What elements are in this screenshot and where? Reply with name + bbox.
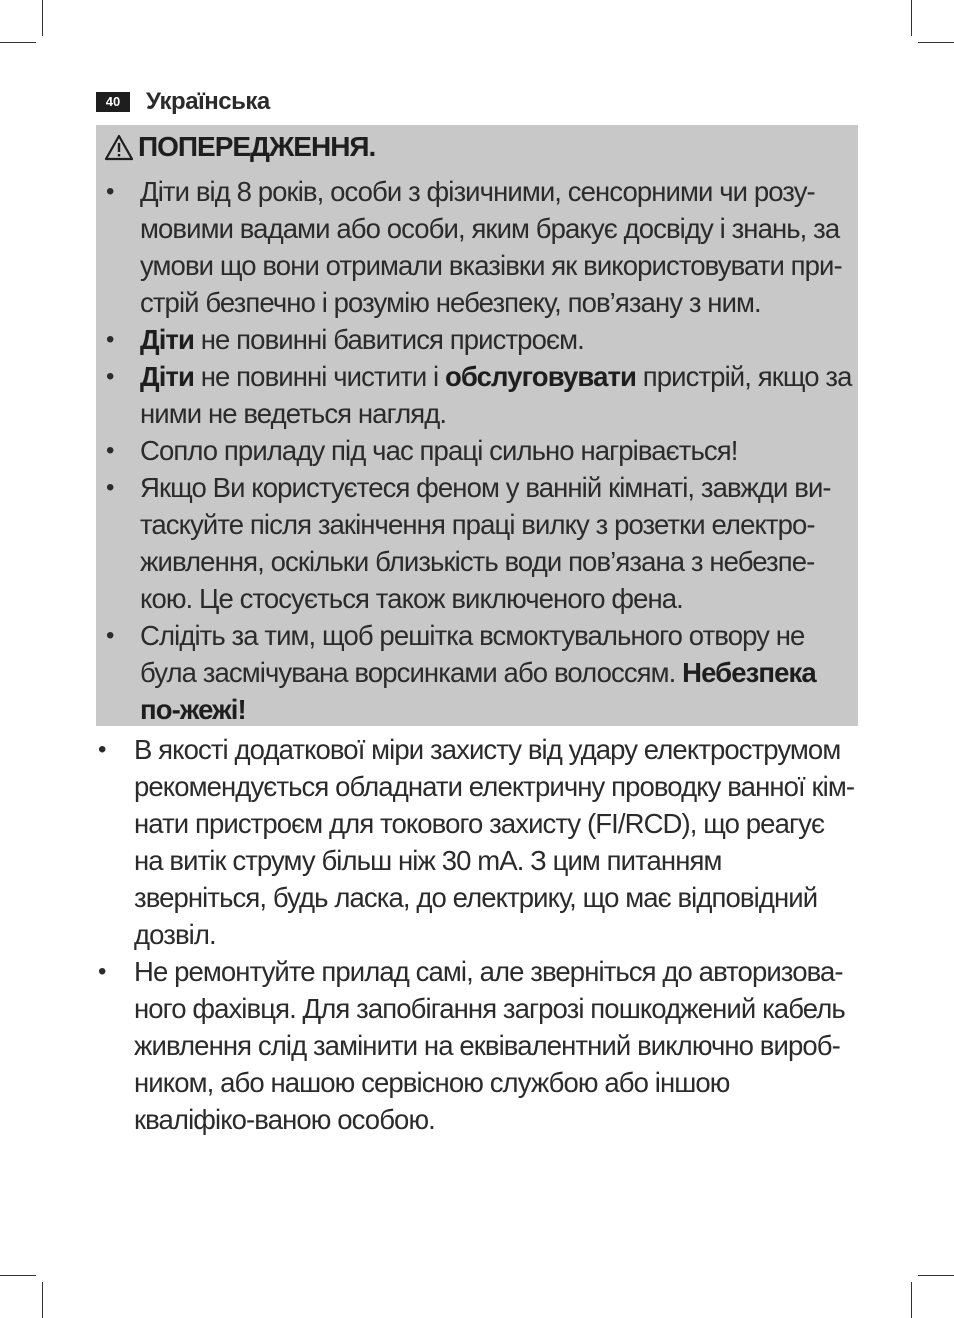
warning-heading bbox=[104, 131, 375, 163]
list-item bbox=[96, 469, 858, 617]
list-item bbox=[96, 358, 858, 432]
list-item bbox=[96, 617, 858, 728]
bullet: • bbox=[106, 178, 114, 205]
bullet: • bbox=[106, 437, 114, 464]
crop-mark bbox=[911, 0, 912, 36]
item-text: Якщо Ви користуєтеся феном у ванній кімнаті, завжди ви-таскуйте після закінчення праці вилку з розетки електро-живлення, оскільки близькість води пов’язана з небезпе-кою. Це стосується також виключеного фена. bbox=[140, 472, 831, 614]
item-text: Не ремонтуйте прилад самі, але зверніться до авторизова-ного фахівця. Для запобігання загрозі пошкоджений кабель живлення слід замінити на еквівалентний виключно вироб-ником, або нашою сервісною службою або іншою кваліфіко-ваною особою. bbox=[134, 956, 845, 1135]
item-text: не повинні чистити і bbox=[194, 361, 445, 392]
item-emphasis: Діти bbox=[140, 324, 195, 355]
crop-mark bbox=[0, 1275, 36, 1276]
item-text: Слідіть за тим, щоб решітка всмоктувального отвору не була засмічувана ворсинками або волоссям. bbox=[140, 620, 805, 688]
crop-mark bbox=[911, 1282, 912, 1318]
item-text: Сопло приладу під час праці сильно нагрівається! bbox=[140, 435, 738, 466]
crop-mark bbox=[0, 42, 36, 43]
crop-mark bbox=[918, 1275, 954, 1276]
crop-mark bbox=[42, 1282, 43, 1318]
bullet: • bbox=[106, 622, 114, 649]
instructions-list bbox=[96, 731, 856, 1138]
crop-mark bbox=[918, 42, 954, 43]
item-text: В якості додаткової міри захисту від удару електрострумом рекомендується обладнати електричну проводку ванної кім-нати пристроєм для токового захисту (FI/RCD), що реагує на витік струму більш ніж 30 mA. З цим питанням зверніться, будь ласка, до електрику, що має відповідний дозвіл. bbox=[134, 734, 855, 950]
item-text: не повинні бавитися пристроєм. bbox=[194, 324, 584, 355]
page-header bbox=[96, 88, 270, 116]
warning-title: ПОПЕРЕДЖЕННЯ. bbox=[138, 131, 376, 162]
bullet: • bbox=[98, 958, 106, 985]
bullet: • bbox=[106, 363, 114, 390]
page-number: 40 bbox=[96, 92, 130, 112]
bullet: • bbox=[106, 326, 114, 353]
list-item bbox=[96, 321, 858, 358]
list-item bbox=[96, 173, 858, 321]
warning-list bbox=[96, 173, 858, 728]
warning-triangle-icon bbox=[104, 134, 134, 161]
item-text: Діти від 8 років, особи з фізичними, сенсорними чи розу-мовими вадами або особи, яким бракує досвіду і знань, за умови що вони отримали вказівки як використовувати при-стрій безпечно і розумію небезпеку, пов’язану з ним. bbox=[140, 176, 842, 318]
item-emphasis: Небезпека по-жежі! bbox=[140, 657, 816, 725]
bullet: • bbox=[98, 736, 106, 763]
list-item bbox=[96, 432, 858, 469]
crop-mark bbox=[42, 0, 43, 36]
warning-box bbox=[96, 125, 858, 726]
language-title: Українська bbox=[146, 88, 270, 115]
bullet: • bbox=[106, 474, 114, 501]
item-emphasis: обслуговувати bbox=[445, 361, 637, 392]
list-item bbox=[96, 731, 856, 953]
list-item bbox=[96, 953, 856, 1138]
item-text: пристрій, якщо за ними не ведеться нагляд. bbox=[140, 361, 852, 429]
item-emphasis: Діти bbox=[140, 361, 195, 392]
